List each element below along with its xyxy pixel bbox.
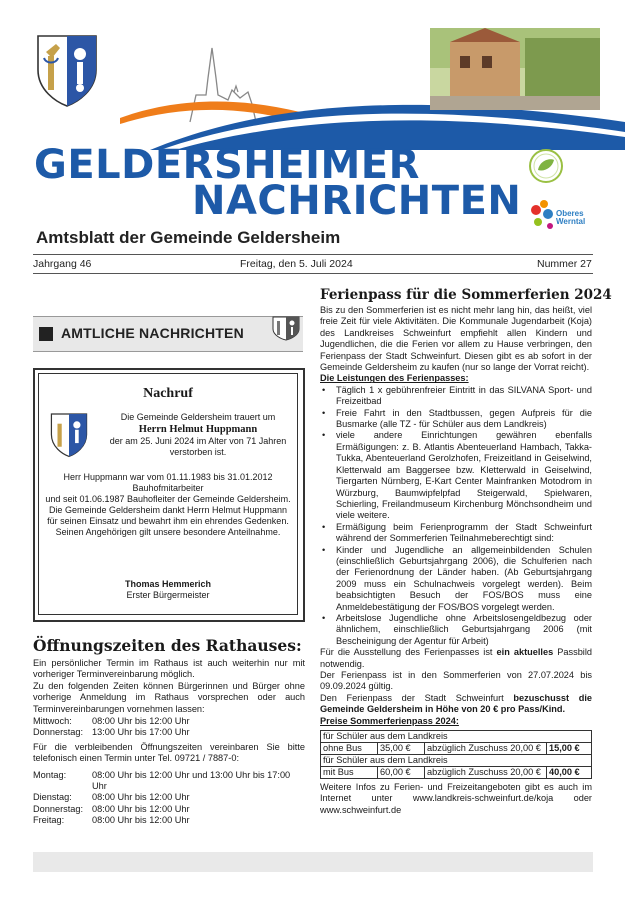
hours-table-appointment [33, 770, 305, 827]
issue-date: Freitag, den 5. Juli 2024 [240, 258, 353, 270]
passbild-note [320, 647, 592, 670]
opening-hours-heading: Öffnungszeiten des Rathauses: [33, 636, 302, 655]
obituary-intro [105, 412, 291, 458]
price-group-row [321, 755, 592, 767]
obituary-body-5: Seinen Angehörigen gilt unsere besondere Anteilnahme. [55, 527, 281, 537]
price-row [321, 743, 592, 755]
logo-text-oberes: Oberes [556, 209, 584, 218]
issue-rule-top [33, 254, 593, 255]
price-group-label: für Schüler aus dem Landkreis [321, 755, 592, 767]
price-table [320, 730, 592, 779]
obituary-died: der am 25. Juni 2024 im Alter von 71 Jahren verstorben ist. [109, 436, 287, 457]
hours-day: Dienstag: [33, 792, 72, 803]
leistung-item: • viele andere Einrichtungen gewähren ebenfalls Ermäßigungen: z. B. Atlantis Abenteuerland Hambach, Takka-Tukka, Abenteuerland Gerolzhofen, Freizeitland in Geiselwind, Kletterwald am Baggersee bzw. Kletterwald in Geiselwind, Tiergarten Nürnberg, E-Kart Center Mainfranken Motodrom in Würzburg, Baumwipfelpfad Steigerwald, Spielwaren, Schierling, Freilandmuseum Kirchenburg Mönchsondheim und viele weitere. [336, 430, 592, 521]
price-label: ohne Bus [321, 743, 378, 755]
sustainability-badge-logo [528, 148, 564, 184]
hours-time: 13:00 Uhr bis 17:00 Uhr [92, 727, 190, 738]
obituary-body-2: und seit 01.06.1987 Bauhofleiter der Gemeinde Geldersheim. [45, 494, 291, 504]
price-total: 15,00 € [547, 743, 592, 755]
closing-note: Weitere Infos zu Ferien- und Freizeitangeboten gibt es auch im Internet unter www.landkreis-schweinfurt.de/koja oder www.schweinfurt.de [320, 782, 592, 815]
subsidy-b: bezuschusst die Gemeinde Geldersheim in Höhe von 20 € pro Pass/Kind. [320, 692, 592, 715]
ferienpass-intro: Bis zu den Sommerferien ist es nicht mehr lang hin, das heißt, viel freie Zeit für viele Aktivitäten. Die Kommunale Jugendarbeit (Koja) des Landkreises Schweinfurt empfiehlt allen Kindern und Jugendlichen, die die Ferien vor allem zu Hause verbringen, den Ferienpass der Stadt Schweinfurt. Diesen gibt es ab sofort in der Gemeinde Geldersheim zu kaufen (nur so lange der Vorrat reicht). [320, 305, 592, 373]
obituary-inner-frame [38, 373, 298, 615]
hours-row [33, 770, 305, 793]
hours-row [33, 804, 305, 815]
footer-bar [33, 852, 593, 872]
price-value: 60,00 € [378, 767, 425, 779]
ferienpass-article [320, 305, 592, 816]
issue-rule-bottom [33, 273, 593, 274]
opening-p3: Für die verbleibenden Öffnungszeiten vereinbaren Sie bitte telefonisch einen Termin unter Tel. 09721 / 7887-0: [33, 741, 305, 764]
oberes-werntal-logo [528, 196, 596, 236]
obituary-crest [49, 408, 89, 460]
subsidy-note [320, 693, 592, 716]
prices-heading: Preise Sommerferienpass 2024: [320, 715, 459, 726]
obituary-body [45, 472, 291, 538]
price-subsidy: abzüglich Zuschuss 20,00 € [425, 767, 547, 779]
leistung-item: • Kinder und Jugendliche an allgemeinbildenden Schulen (einschließlich Geburtsjahrgang 2006), die Schulferien nach der Ferienordnung der Länder haben. (Ab Geburtsjahrgang 2009 muss ein Schulnachweis vorgelegt werden). Beim beabsichtigten Besuch der FOS/BOS muss eine Anmeldebestätigung der FOS/BOS vorgelegt werden. [336, 545, 592, 613]
newspaper-subtitle: Amtsblatt der Gemeinde Geldersheim [36, 228, 341, 247]
obituary-signature [39, 579, 297, 601]
obituary-name: Herrn Helmut Huppmann [138, 424, 258, 435]
price-group-row [321, 731, 592, 743]
opening-p1: Ein persönlicher Termin im Rathaus ist auch weiterhin nur mit vorheriger Terminvereinbarung möglich. [33, 658, 305, 680]
leistung-item: • Täglich 1 x gebührenfreier Eintritt in das SILVANA Sport- und Freizeitbad [336, 385, 592, 408]
obituary-intro-text: Die Gemeinde Geldersheim trauert um [120, 412, 276, 422]
obituary-body-4: für seinen Einsatz und bewahrt ihm ein ehrendes Gedenken. [47, 516, 289, 526]
leistung-item: • Arbeitslose Jugendliche ohne Arbeitslosengeldbezug oder ähnlichem, einschließlich Geburtsjahrgang 2006 (mit Bescheinigung der Agentur für Arbeit) [336, 613, 592, 647]
hours-row [33, 716, 305, 727]
hours-time: 08:00 Uhr bis 12:00 Uhr [92, 815, 190, 826]
leistungen-list [320, 385, 592, 647]
logo-text-werntal: Werntal [556, 217, 586, 226]
banner-square-icon [39, 327, 53, 341]
newspaper-title-line1: GELDERSHEIMER [34, 142, 420, 188]
obituary-body-3: Die Gemeinde Geldersheim dankt Herrn Helmut Huppmann [48, 505, 288, 515]
section-banner [33, 316, 303, 352]
obituary-signer: Thomas Hemmerich [124, 579, 212, 589]
hours-time: 08:00 Uhr bis 12:00 Uhr [92, 792, 190, 803]
passbild-c: Passbild notwendig. [320, 647, 593, 669]
hours-time: 08:00 Uhr bis 12:00 Uhr [92, 803, 190, 814]
price-row [321, 767, 592, 779]
issue-number: Nummer 27 [537, 258, 592, 270]
opening-hours-section [33, 658, 305, 827]
banner-crest-icon [271, 305, 301, 341]
hours-day: Mittwoch: [33, 716, 72, 727]
obituary-signer-role: Erster Bürgermeister [126, 590, 210, 600]
village-photo [430, 28, 600, 110]
opening-p2: Zu den folgenden Zeiten können Bürgerinnen und Bürger ohne vorherige Anmeldung im Rathaus vorsprechen oder auch Terminvereinbarungen vornehmen lassen: [33, 680, 305, 714]
price-total: 40,00 € [547, 767, 592, 779]
price-label: mit Bus [321, 767, 378, 779]
obituary-title: Nachruf [143, 386, 193, 401]
price-value: 35,00 € [378, 743, 425, 755]
hours-time: 08:00 Uhr bis 12:00 Uhr und 13:00 Uhr bis 17:00 Uhr [92, 769, 291, 792]
obituary-box [33, 368, 305, 622]
validity-note: Der Ferienpass ist in den Sommerferien von 27.07.2024 bis 09.09.2024 gültig. [320, 670, 592, 692]
municipal-crest [34, 30, 100, 108]
price-subsidy: abzüglich Zuschuss 20,00 € [425, 743, 547, 755]
newspaper-title-line2: NACHRICHTEN [192, 178, 522, 224]
hours-day: Montag: [33, 769, 67, 780]
section-banner-label: AMTLICHE NACHRICHTEN [61, 325, 244, 341]
hours-row [33, 727, 305, 738]
hours-row [33, 792, 305, 803]
hours-row [33, 815, 305, 826]
hours-time: 08:00 Uhr bis 12:00 Uhr [92, 716, 190, 727]
hours-table-walkin [33, 716, 305, 739]
leistung-item: • Freie Fahrt in den Stadtbussen, gegen Aufpreis für die Busmarke (alle TZ - für Schüler aus dem Landkreis) [336, 408, 592, 431]
passbild-a: Für die Ausstellung des Ferienpasses ist [320, 647, 497, 658]
price-group-label: für Schüler aus dem Landkreis [321, 731, 592, 743]
ferienpass-heading: Ferienpass für die Sommerferien 2024 [320, 287, 612, 303]
leistungen-heading: Die Leistungen des Ferienpasses: [320, 373, 469, 384]
passbild-b: ein aktuelles [496, 647, 554, 658]
leistung-item: • Ermäßigung beim Ferienprogramm der Stadt Schweinfurt während der Sommerferien Teilnahmeberechtigt sind: [336, 522, 592, 545]
hours-day: Donnerstag: [33, 803, 84, 814]
issue-volume: Jahrgang 46 [33, 258, 92, 270]
subsidy-a: Den Ferienpass der Stadt Schweinfurt [320, 692, 514, 703]
hours-day: Donnerstag: [33, 727, 84, 738]
obituary-body-1: Herr Huppmann war vom 01.11.1983 bis 31.01.2012 Bauhofmitarbeiter [63, 472, 273, 493]
hours-day: Freitag: [33, 815, 65, 826]
